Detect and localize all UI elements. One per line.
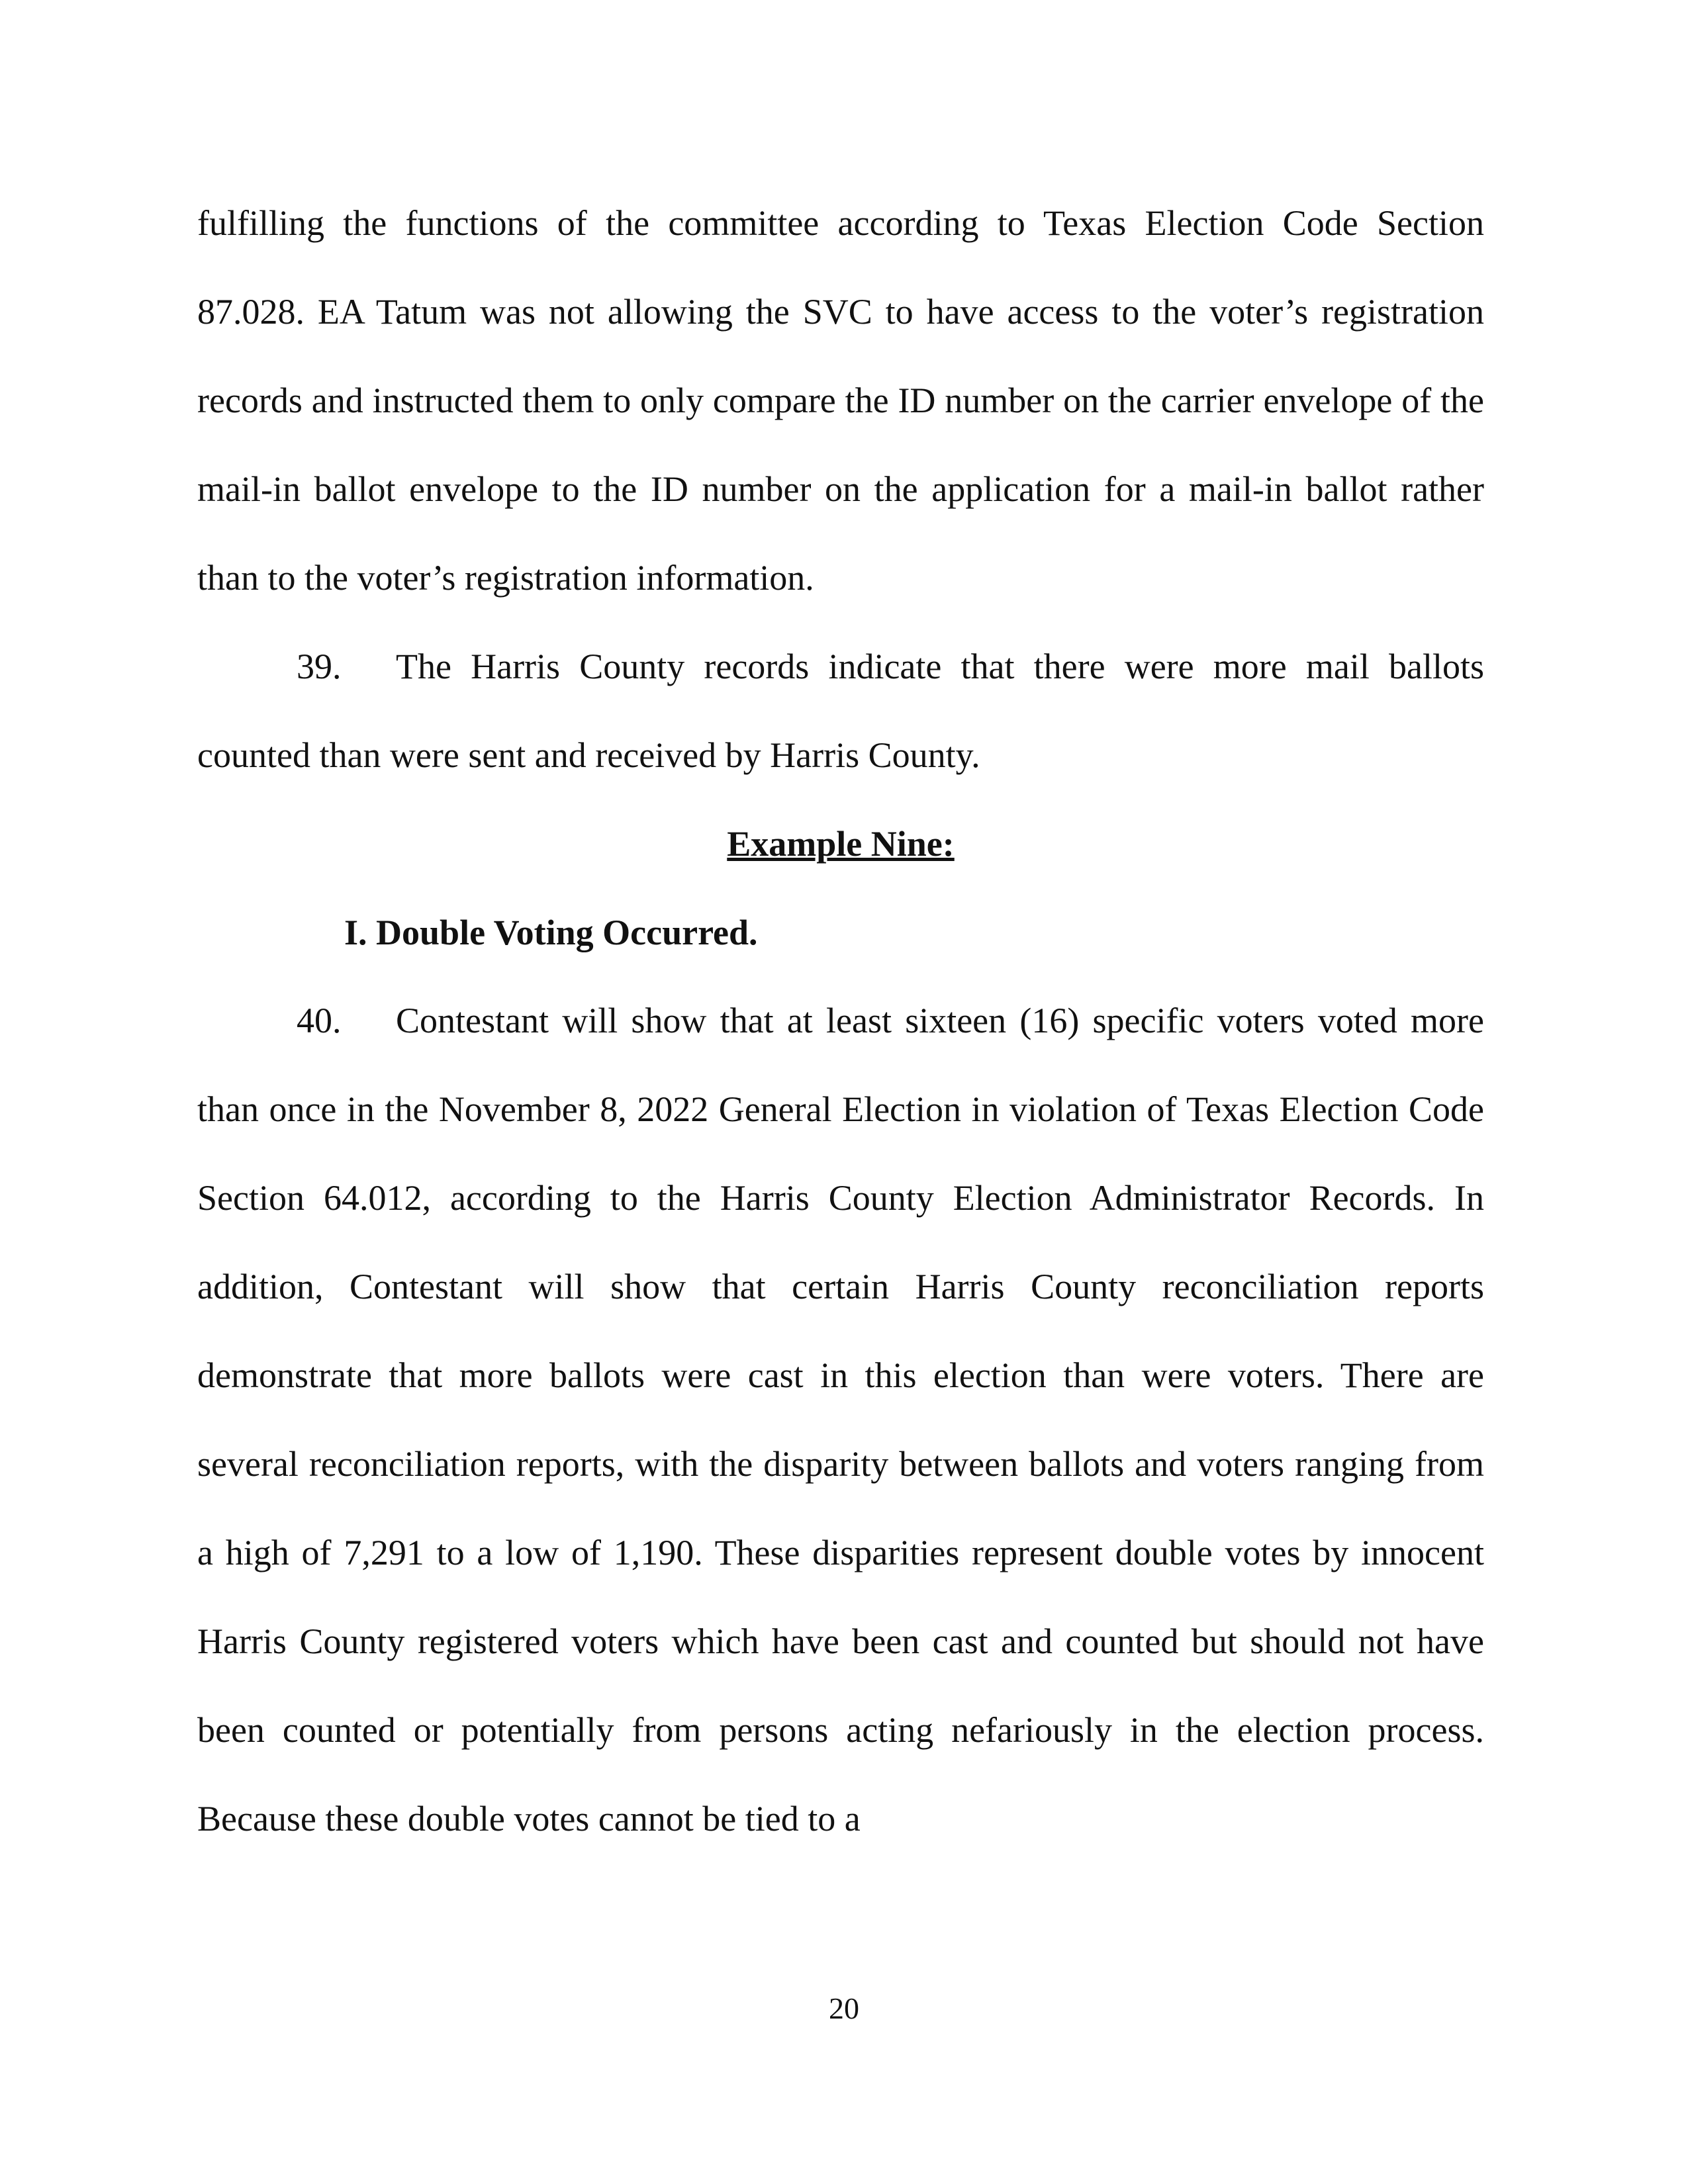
paragraph-continued: fulfilling the functions of the committee according to Texas Election Code Section 87.028. EA Tatum was not allowing the SVC to have access to the voter’s registration records and instructed them to only compare the ID number on the carrier envelope of the mail-in ballot envelope to the ID number on the application for a mail-in ballot rather than to the voter’s registration information.	[197, 203, 1484, 598]
paragraph-40-text: Contestant will show that at least sixteen (16) specific voters voted more than once in the November 8, 2022 General Election in violation of Texas Election Code Section 64.012, according to the Harris County Election Administrator Records. In addition, Contestant will show that certain Harris County reconciliation reports demonstrate that more ballots were cast in this election than were voters. There are several reconciliation reports, with the disparity between ballots and voters ranging from a high of 7,291 to a low of 1,190. These disparities represent double votes by innocent Harris County registered voters which have been cast and counted but should not have been counted or potentially from persons acting nefariously in the election process. Because these double votes cannot be tied to a	[197, 1001, 1484, 1839]
section-subheading: I. Double Voting Occurred.	[344, 913, 758, 952]
paragraph-39	[197, 622, 1484, 799]
paragraph-39-text: The Harris County records indicate that there were more mail ballots counted than were sent and received by Harris County.	[197, 647, 1484, 775]
paragraph-39-number: 39.	[297, 647, 342, 686]
example-heading: Example Nine:	[727, 824, 955, 864]
paragraph-40-number: 40.	[297, 1001, 342, 1040]
page-number: 20	[829, 1991, 859, 2025]
paragraph-40	[197, 976, 1484, 1863]
